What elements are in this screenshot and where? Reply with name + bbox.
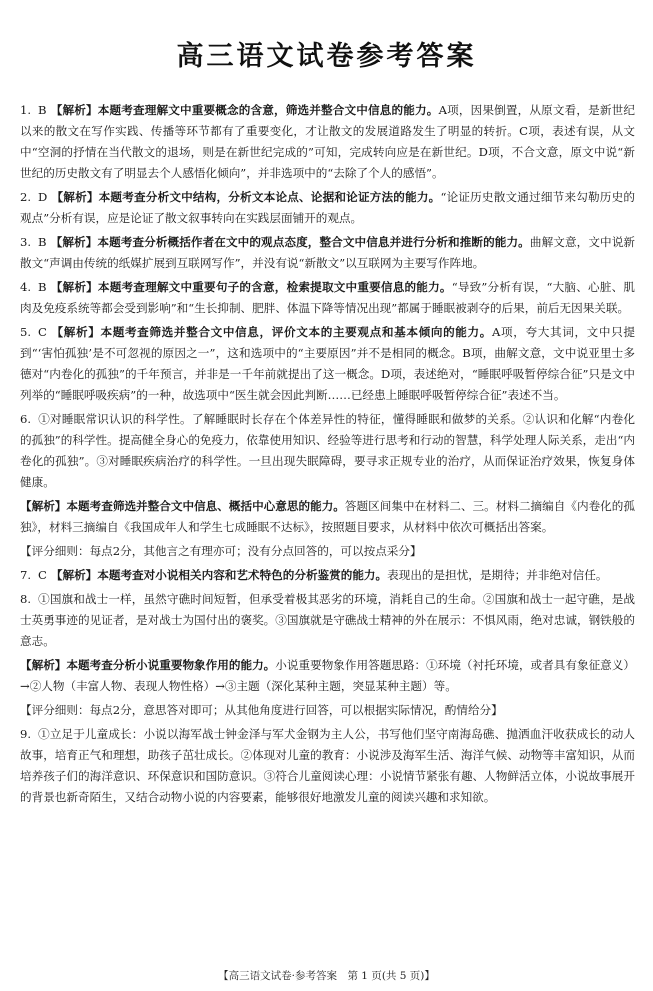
scoring-6: 【评分细则：每点2分，其他言之有理亦可；没有分点回答的，可以按点采分】 xyxy=(20,544,422,558)
answer-item-1 xyxy=(20,100,635,184)
answer-item-2 xyxy=(20,187,635,229)
item-answer: C xyxy=(38,568,47,582)
item-number: 3. xyxy=(20,235,32,249)
analysis-tag: 【解析】 xyxy=(50,235,98,249)
item-answer: ①对睡眠常识认识的科学性。了解睡眠时长存在个体差异性的特征，懂得睡眠和做梦的关系。②认识和化解“内卷化的孤独”的科学性。提高健全身心的免疫力，依靠使用知识、经验等进行思考和行动的智慧，科学处理人际关系，走出“内卷化的孤独”。③对睡眠疾病治疗的科学性。一旦出现失眠障碍，要寻求正规专业的治疗，从而保证治疗效果，恢复身体健康。 xyxy=(20,412,635,489)
item-number: 5. xyxy=(20,325,32,339)
analysis-lead: 本题考查理解文中重要句子的含意，检索提取文中重要信息的能力。 xyxy=(97,280,452,294)
item-answer: D xyxy=(38,190,48,204)
analysis-lead: 本题考查分析概括作者在文中的观点态度，整合文中信息并进行分析和推断的能力。 xyxy=(97,235,530,249)
scoring-8: 【评分细则：每点2分，意思答对即可；从其他角度进行回答，可以根据实际情况，酌情给分】 xyxy=(20,703,503,717)
item-answer: ①国旗和战士一样，虽然守礁时间短暂，但承受着极其恶劣的环境，消耗自己的生命。②国旗和战士一起守礁，是战士英勇事迹的见证者，是对战士为国付出的褒奖。③国旗就是守礁战士精神的外在展示：不惧风雨，绝对忠诚，钢铁般的意志。 xyxy=(20,592,635,648)
item-number: 9. xyxy=(20,727,32,741)
item-answer: C xyxy=(38,325,47,339)
answer-item-9 xyxy=(20,724,635,808)
answer-item-7 xyxy=(20,565,635,586)
analysis-lead: 本题考查筛选并整合文中信息，评价文本的主要观点和基本倾向的能力。 xyxy=(100,325,493,339)
analysis-lead: 本题考查分析文中结构，分析文本论点、论据和论证方法的能力。 xyxy=(98,190,441,204)
analysis-lead: 本题考查理解文中重要概念的含意，筛选并整合文中信息的能力。 xyxy=(97,103,439,117)
analysis-tag: 【解析】 xyxy=(20,499,67,513)
analysis-body: “论证历史散文通过细节来勾勒历史的观点”分析有误，应是论证了散文叙事转向在实践层面铺开的观点。 xyxy=(20,190,635,225)
answer-list xyxy=(20,100,635,811)
analysis-body: A项，夸大其词，文中只提到“‘害怕孤独’是不可忽视的原因之一”，这和选项中的“主要原因”并不是相同的概念。B项，曲解文意，文中说亚里士多德对“内卷化的孤独”的千年预言，并非是一千年前就提出了这一概念。D项，表述绝对，“睡眠呼吸暂停综合征”只是文中列举的“睡眠呼吸疾病”的一种，故选项中“医生就会因此判断……已经患上睡眠呼吸暂停综合征”表述不当。 xyxy=(20,325,635,402)
answer-item-6 xyxy=(20,409,635,493)
answer-item-3 xyxy=(20,232,635,274)
answer-item-4 xyxy=(20,277,635,319)
analysis-body: “导致”分析有误，“大脑、心脏、肌肉及免疫系统等都会受到影响”和“生长抑制、肥胖、体温下降等情况出现”都属于睡眠被剥夺的后果，前后无因果关联。 xyxy=(20,280,635,315)
analysis-body: 小说重要物象作用答题思路：①环境（衬托环境，或者具有象征意义）→②人物（丰富人物、表现人物性格）→③主题（深化某种主题，突显某种主题）等。 xyxy=(20,658,635,693)
analysis-tag: 【解析】 xyxy=(50,103,98,117)
analysis-body: 表现出的是担忧，是期待；并非绝对信任。 xyxy=(387,568,608,582)
item-answer: ①立足于儿童成长：小说以海军战士钟金泽与军犬金钢为主人公，书写他们坚守南海岛礁、抛洒血汗收获成长的动人故事，培育正气和理想，助孩子茁壮成长。②体现对儿童的教育：小说涉及海军生活、海洋气候、动物等丰富知识，从而培养孩子们的海洋意识、环保意识和国防意识。③符合儿童阅读心理：小说情节紧张有趣、人物鲜活立体，小说故事展开的背景也新奇陌生，又结合动物小说的内容要素，能够很好地激发儿童的阅读兴趣和求知欲。 xyxy=(20,727,635,804)
analysis-tag: 【解析】 xyxy=(20,658,67,672)
item-answer: B xyxy=(38,103,47,117)
item-number: 6. xyxy=(20,412,32,426)
item-number: 7. xyxy=(20,568,32,582)
item-answer: B xyxy=(38,235,47,249)
item-number: 8. xyxy=(20,592,32,606)
item-number: 4. xyxy=(20,280,32,294)
page-footer: 【高三语文试卷·参考答案 第 1 页(共 5 页)】 xyxy=(218,970,435,982)
answer-item-5 xyxy=(20,322,635,406)
item-answer: B xyxy=(38,280,47,294)
page-title: 高三语文试卷参考答案 xyxy=(176,41,477,72)
item-number: 1. xyxy=(20,103,32,117)
analysis-tag: 【解析】 xyxy=(50,325,101,339)
analysis-tag: 【解析】 xyxy=(51,190,99,204)
analysis-lead: 本题考查筛选并整合文中信息、概括中心意思的能力。 xyxy=(66,499,345,513)
analysis-body: 答题区间集中在材料二、三。材料二摘编自《内卷化的孤独》，材料三摘编自《我国成年人和学生七成睡眠不达标》，按照题目要求，从材料中依次可概括出答案。 xyxy=(20,499,635,534)
analysis-body: A项，因果倒置，从原文看，是新世纪以来的散文在写作实践、传播等环节都有了重要变化，才让散文的发展道路发生了明显的转折。C项，表述有误，从文中“空洞的抒情在当代散文的退场，则是在新世纪完成的”可知，完成转向应是在新世纪。D项，不合文意，原文中说“新世纪的历史散文有了明显去个人感悟化倾向”，并非选项中的“去除了个人的感悟”。 xyxy=(20,103,635,180)
item-number: 2. xyxy=(20,190,32,204)
analysis-6 xyxy=(20,496,635,538)
analysis-lead: 本题考查分析小说重要物象作用的能力。 xyxy=(66,658,276,672)
answer-item-8 xyxy=(20,589,635,652)
analysis-tag: 【解析】 xyxy=(50,280,98,294)
analysis-tag: 【解析】 xyxy=(50,568,98,582)
analysis-8 xyxy=(20,655,635,697)
analysis-body: 曲解文意，文中说新散文“声调由传统的纸媒扩展到互联网写作”，并没有说“新散文”以互联网为主要写作阵地。 xyxy=(20,235,635,270)
analysis-lead: 本题考查对小说相关内容和艺术特色的分析鉴赏的能力。 xyxy=(97,568,388,582)
